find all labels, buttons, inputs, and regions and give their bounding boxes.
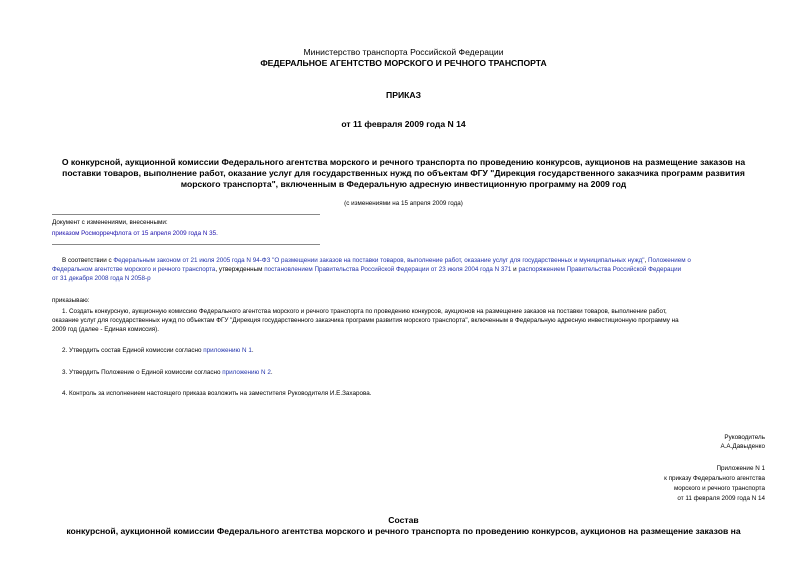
preamble-line-1 [52,256,772,265]
appendix-line-1: Приложение N 1 [716,465,765,472]
title-line-1: О конкурсной, аукционной комиссии Федерального агентства морского и речного транспорта по проведению конкурсов, аукционов на размещение заказов на [61,157,746,167]
item-2-end: . [251,347,254,354]
signature-name: А.А.Давыденко [720,443,765,450]
agency-name: ФЕДЕРАЛЬНОЕ АГЕНТСТВО МОРСКОГО И РЕЧНОГО ТРАНСПОРТА [260,58,547,68]
item-4: 4. Контроль за исполнением настоящего приказа возложить на заместителя Руководителя И.Е.Захарова. [62,390,372,397]
item-1-line-2: оказание услуг для государственных нужд по объектам ФГУ "Дирекция государственного заказчика программ развития морского транспорта", включенным в Федеральную адресную инвестиционную программу на [52,317,679,324]
amendments-label: Документ с изменениями, внесенными: [52,219,168,226]
doc-type: ПРИКАЗ [386,90,421,100]
preamble-line-2 [52,265,772,274]
order-word: приказываю: [52,297,90,304]
item-1-line-1: 1. Создать конкурсную, аукционную комиссию Федерального агентства морского и речного транспорта по проведению конкурсов, аукционов на размещение заказов на поставки товаров, выполнение работ, [62,308,667,315]
appendix-line-4: от 11 февраля 2009 года N 14 [677,495,765,502]
item-2-text: 2. Утвердить состав Единой комиссии согласно [62,347,204,354]
appendix-line-3: морского и речного транспорта [673,485,765,492]
signature-position: Руководитель [724,434,765,441]
government-decree-link[interactable]: постановлением Правительства Российской Федерации от 23 июля 2004 года N 371 [264,266,512,273]
amended-note: (с изменениями на 15 апреля 2009 года) [344,200,463,207]
preamble-text: , утвержденным [215,266,265,273]
amendments-link[interactable]: приказом Росморречфлота от 15 апреля 2009 года N 35. [52,230,218,237]
item-3-end: . [270,369,273,376]
title-line-3: морского транспорта", включенным в Федеральную адресную инвестиционную программу на 2009 год [180,179,627,189]
amendments-top-rule [52,214,320,215]
ministry-name: Министерство транспорта Российской Федерации [303,47,504,57]
appendix-2-link[interactable]: приложению N 2 [222,369,271,376]
preamble-text: и [511,266,519,273]
item-3-text: 3. Утвердить Положение о Единой комиссии согласно [62,369,223,376]
item-3 [52,368,772,377]
regulation-link-cont[interactable]: Федеральном агентстве морского и речного транспорта [52,266,216,273]
composition-heading: Состав [388,515,419,525]
title-line-2: поставки товаров, выполнение работ, оказание услуг для государственных нужд по объектам ФГУ "Дирекция государственного заказчика программ развития [62,168,745,178]
preamble-text: , [644,257,648,264]
doc-date: от 11 февраля 2009 года N 14 [341,119,466,129]
preamble-line-3 [52,274,772,283]
appendix-line-2: к приказу Федерального агентства [664,475,765,482]
federal-law-link[interactable]: Федеральным законом от 21 июля 2005 года N 94-ФЗ "О размещении заказов на поставки товаров, выполнение работ, оказание услуг для государственных и муниципальных нужд" [113,257,645,264]
appendix-1-link[interactable]: приложению N 1 [203,347,252,354]
government-order-link[interactable]: распоряжением Правительства Российской Федерации [518,266,682,273]
amendments-bottom-rule [52,244,320,245]
government-order-link-cont[interactable]: от 31 декабря 2008 года N 2058-р [52,275,151,282]
item-1-line-3: 2009 год (далее - Единая комиссия). [52,326,160,333]
item-2 [52,346,772,355]
preamble-text: В соответствии с [62,257,114,264]
composition-line-1: конкурсной, аукционной комиссии Федерального агентства морского и речного транспорта по проведению конкурсов, аукционов на размещение заказов на [66,526,741,536]
regulation-link[interactable]: Положением о [647,257,691,264]
